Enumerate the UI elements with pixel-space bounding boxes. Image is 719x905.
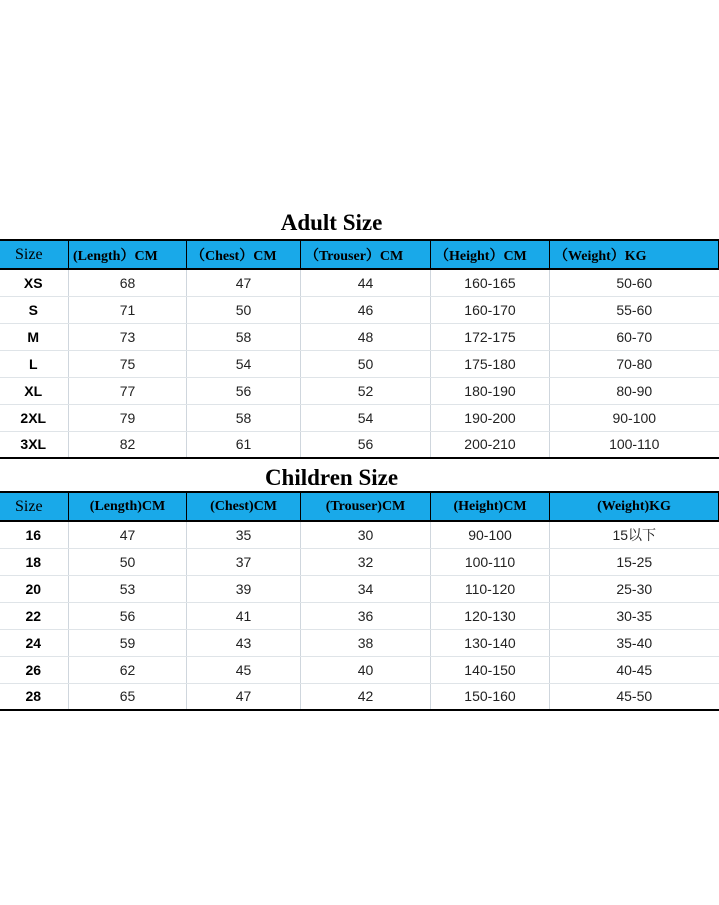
cell-length: 56 [69,602,187,629]
cell-weight: 55-60 [550,296,719,323]
cell-size: 20 [0,575,69,602]
cell-weight: 100-110 [550,431,719,458]
cell-size: XS [0,269,69,296]
table-row [0,269,719,296]
cell-weight: 30-35 [550,602,719,629]
cell-trouser: 34 [301,575,431,602]
cell-chest: 61 [187,431,301,458]
cell-length: 73 [69,323,187,350]
cell-length: 79 [69,404,187,431]
cell-size: S [0,296,69,323]
table-row [0,377,719,404]
cell-trouser: 52 [301,377,431,404]
cell-height: 130-140 [431,629,550,656]
cell-trouser: 40 [301,656,431,683]
cell-weight: 70-80 [550,350,719,377]
cell-trouser: 48 [301,323,431,350]
header-cell-chest: (Chest)CM [187,492,301,521]
children-size-table [0,491,719,711]
header-cell-trouser: （Trouser）CM [301,240,431,269]
header-cell-weight: （Weight）KG [550,240,719,269]
cell-size: 28 [0,683,69,710]
cell-trouser: 36 [301,602,431,629]
adult-size-title: Adult Size [280,210,383,235]
table-row [0,548,719,575]
cell-length: 65 [69,683,187,710]
cell-weight: 80-90 [550,377,719,404]
header-cell-size: Size [0,492,69,521]
cell-height: 90-100 [431,521,550,548]
cell-height: 172-175 [431,323,550,350]
cell-size: 24 [0,629,69,656]
cell-height: 140-150 [431,656,550,683]
cell-length: 82 [69,431,187,458]
cell-size: XL [0,377,69,404]
cell-size: 16 [0,521,69,548]
cell-length: 71 [69,296,187,323]
cell-length: 77 [69,377,187,404]
header-cell-height: （Height）CM [431,240,550,269]
cell-height: 160-165 [431,269,550,296]
adult-size-table [0,239,719,459]
cell-height: 110-120 [431,575,550,602]
cell-weight: 35-40 [550,629,719,656]
adult-header-row [0,240,719,269]
cell-weight: 90-100 [550,404,719,431]
cell-length: 53 [69,575,187,602]
cell-length: 47 [69,521,187,548]
cell-chest: 54 [187,350,301,377]
table-row [0,575,719,602]
table-row [0,521,719,548]
header-cell-length: (Length）CM [69,240,187,269]
cell-chest: 56 [187,377,301,404]
cell-trouser: 44 [301,269,431,296]
cell-chest: 39 [187,575,301,602]
cell-size: M [0,323,69,350]
table-row [0,404,719,431]
table-row [0,629,719,656]
cell-size: L [0,350,69,377]
cell-chest: 45 [187,656,301,683]
header-cell-weight: (Weight)KG [550,492,719,521]
cell-height: 150-160 [431,683,550,710]
cell-trouser: 42 [301,683,431,710]
children-size-title: Children Size [264,465,399,490]
cell-size: 2XL [0,404,69,431]
cell-size: 18 [0,548,69,575]
cell-chest: 37 [187,548,301,575]
cell-chest: 35 [187,521,301,548]
cell-weight: 50-60 [550,269,719,296]
children-table-body [0,521,719,710]
table-row [0,296,719,323]
cell-chest: 47 [187,269,301,296]
cell-weight: 15-25 [550,548,719,575]
table-row [0,431,719,458]
cell-size: 3XL [0,431,69,458]
adult-table-body [0,269,719,458]
cell-trouser: 46 [301,296,431,323]
cell-length: 75 [69,350,187,377]
cell-chest: 43 [187,629,301,656]
children-header-row [0,492,719,521]
table-row [0,323,719,350]
table-row [0,350,719,377]
cell-height: 200-210 [431,431,550,458]
table-row [0,683,719,710]
cell-trouser: 56 [301,431,431,458]
header-cell-height: (Height)CM [431,492,550,521]
cell-trouser: 38 [301,629,431,656]
cell-weight: 40-45 [550,656,719,683]
cell-weight: 15以下 [550,521,719,548]
table-row [0,602,719,629]
cell-height: 120-130 [431,602,550,629]
cell-weight: 45-50 [550,683,719,710]
cell-chest: 41 [187,602,301,629]
cell-height: 190-200 [431,404,550,431]
cell-trouser: 30 [301,521,431,548]
cell-trouser: 54 [301,404,431,431]
cell-weight: 25-30 [550,575,719,602]
cell-chest: 47 [187,683,301,710]
cell-chest: 58 [187,404,301,431]
cell-size: 26 [0,656,69,683]
cell-height: 175-180 [431,350,550,377]
cell-height: 180-190 [431,377,550,404]
header-cell-length: (Length)CM [69,492,187,521]
cell-height: 100-110 [431,548,550,575]
cell-length: 68 [69,269,187,296]
cell-weight: 60-70 [550,323,719,350]
cell-chest: 58 [187,323,301,350]
cell-length: 62 [69,656,187,683]
cell-length: 50 [69,548,187,575]
header-cell-chest: （Chest）CM [187,240,301,269]
cell-trouser: 50 [301,350,431,377]
header-cell-size: Size [0,240,69,269]
cell-size: 22 [0,602,69,629]
cell-trouser: 32 [301,548,431,575]
cell-length: 59 [69,629,187,656]
cell-height: 160-170 [431,296,550,323]
table-row [0,656,719,683]
cell-chest: 50 [187,296,301,323]
header-cell-trouser: (Trouser)CM [301,492,431,521]
